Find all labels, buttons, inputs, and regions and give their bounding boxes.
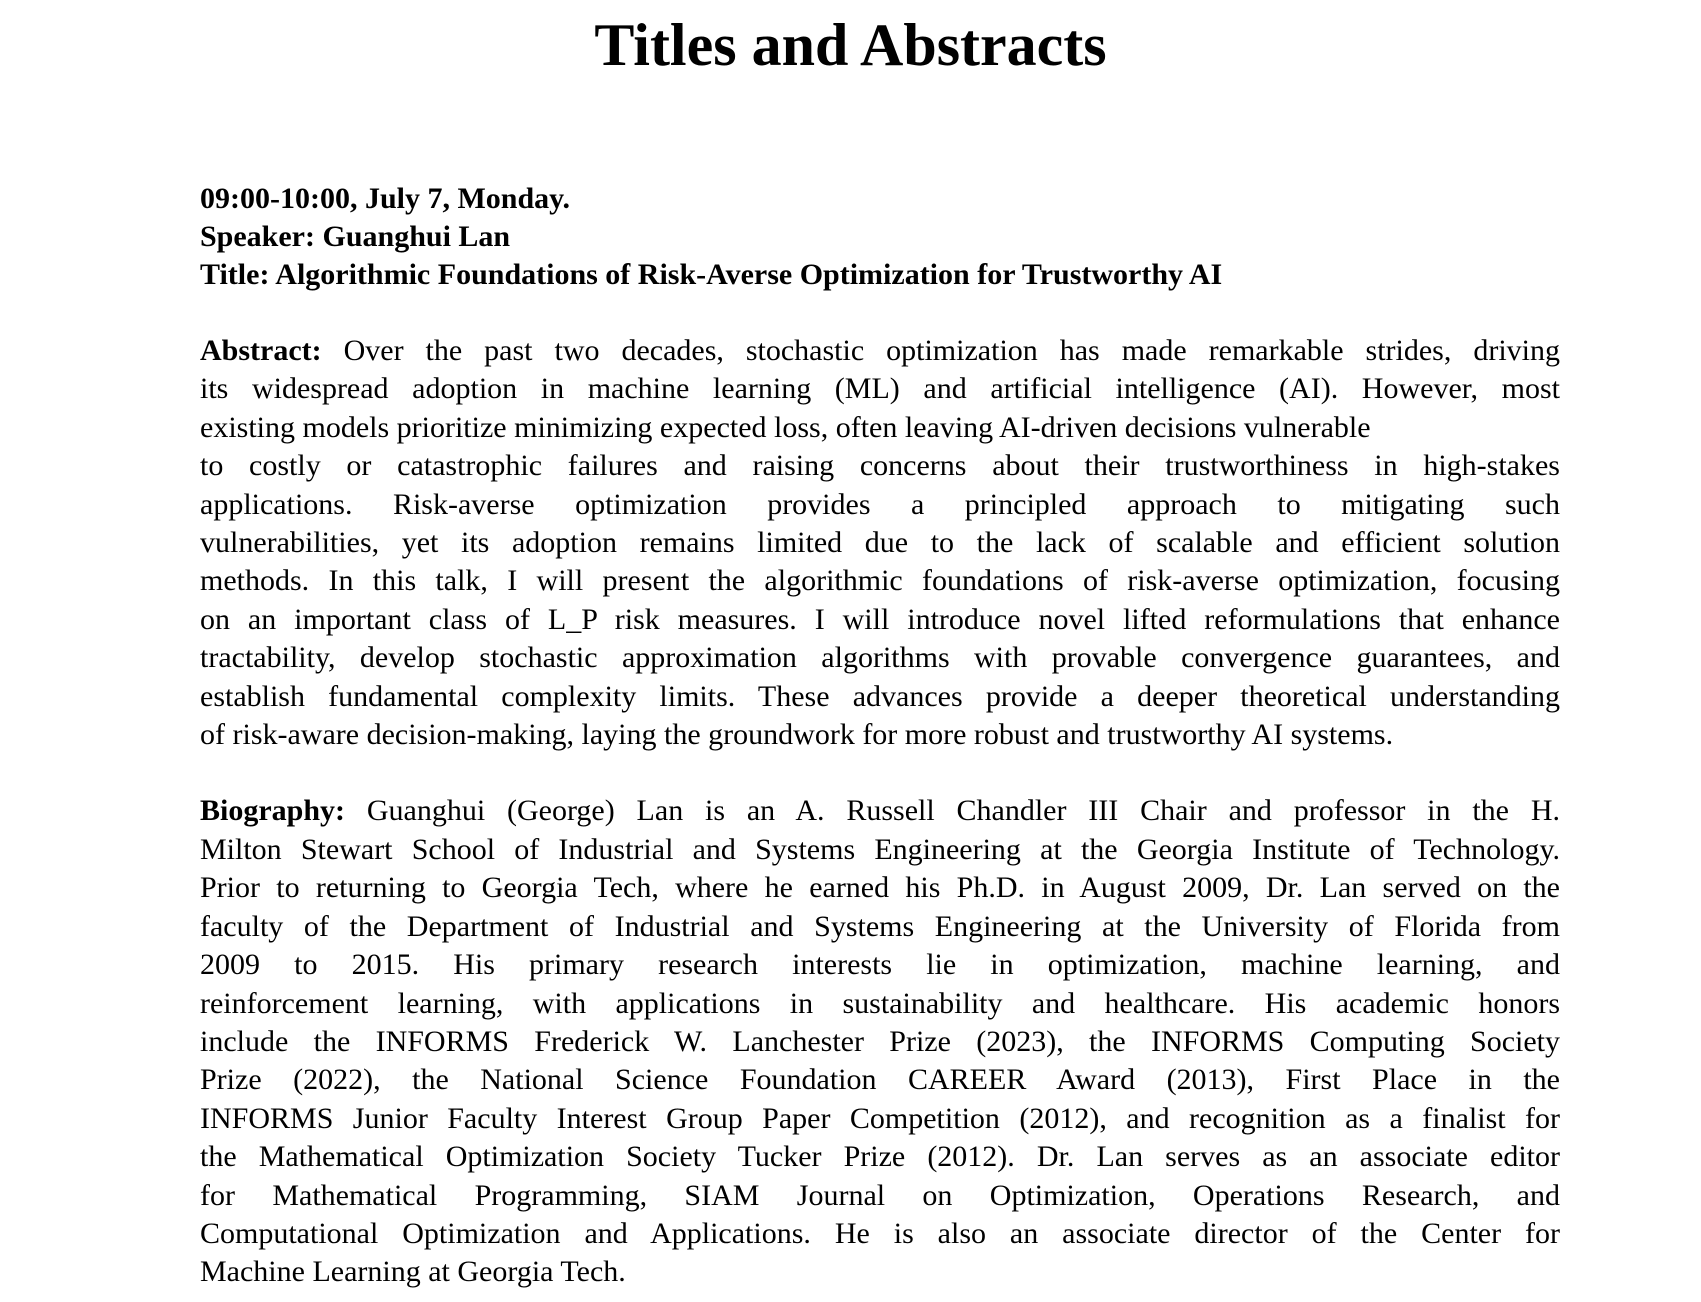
abstract-line: tractability, develop stochastic approximation algorithms with provable convergence guarantees, and: [200, 641, 1560, 675]
biography-line: reinforcement learning, with applications in sustainability and healthcare. His academic honors: [200, 986, 1560, 1020]
abstract-line: Abstract: Over the past two decades, stochastic optimization has made remarkable strides, driving: [200, 334, 1560, 367]
biography-line: Computational Optimization and Applications. He is also an associate director of the Center for: [200, 1216, 1560, 1250]
biography-section: [200, 792, 1560, 1291]
abstract-line: on an important class of L_P risk measures. I will introduce novel lifted reformulations that enhance: [200, 602, 1560, 636]
biography-label: Biography:: [200, 794, 346, 828]
abstract-section: [200, 332, 1560, 754]
abstract-line: applications. Risk-averse optimization provides a principled approach to mitigating such: [200, 487, 1560, 521]
biography-line: Biography: Guanghui (George) Lan is an A. Russell Chandler III Chair and professor in the H.: [200, 794, 1560, 828]
talk-time: 09:00-10:00, July 7, Monday.: [200, 182, 571, 215]
page-title: Titles and Abstracts: [594, 12, 1107, 78]
biography-line: faculty of the Department of Industrial and Systems Engineering at the University of Florida from: [200, 909, 1560, 943]
talk-title: Title: Algorithmic Foundations of Risk-Averse Optimization for Trustworthy AI: [200, 258, 1223, 291]
biography-line: Machine Learning at Georgia Tech.: [200, 1255, 626, 1289]
biography-line: Milton Stewart School of Industrial and Systems Engineering at the Georgia Institute of Technology.: [200, 832, 1560, 866]
abstract-line: establish fundamental complexity limits. These advances provide a deeper theoretical understanding: [200, 679, 1560, 713]
biography-line: Prior to returning to Georgia Tech, where he earned his Ph.D. in August 2009, Dr. Lan served on the: [200, 871, 1560, 905]
biography-line: 2009 to 2015. His primary research interests lie in optimization, machine learning, and: [200, 948, 1560, 982]
abstract-label: Abstract:: [200, 334, 322, 367]
biography-line: the Mathematical Optimization Society Tucker Prize (2012). Dr. Lan serves as an associate editor: [200, 1140, 1560, 1174]
abstract-line: methods. In this talk, I will present the algorithmic foundations of risk-averse optimization, focusing: [200, 564, 1560, 598]
talk-content: [200, 180, 1560, 1292]
talk-speaker: Speaker: Guanghui Lan: [200, 220, 511, 253]
biography-line: include the INFORMS Frederick W. Lanchester Prize (2023), the INFORMS Computing Society: [200, 1024, 1560, 1058]
abstract-line: of risk-aware decision-making, laying the groundwork for more robust and trustworthy AI systems.: [200, 718, 1394, 752]
abstract-line: its widespread adoption in machine learning (ML) and artificial intelligence (AI). However, most: [200, 372, 1560, 406]
abstract-line: to costly or catastrophic failures and raising concerns about their trustworthiness in high-stakes: [200, 449, 1560, 483]
abstract-line: existing models prioritize minimizing expected loss, often leaving AI-driven decisions vulnerable: [200, 410, 1371, 444]
biography-line: for Mathematical Programming, SIAM Journal on Optimization, Operations Research, and: [200, 1178, 1560, 1212]
biography-line: Prize (2022), the National Science Foundation CAREER Award (2013), First Place in the: [200, 1063, 1560, 1097]
biography-line: INFORMS Junior Faculty Interest Group Paper Competition (2012), and recognition as a finalist for: [200, 1101, 1560, 1135]
abstract-line: vulnerabilities, yet its adoption remains limited due to the lack of scalable and efficient solution: [200, 526, 1560, 560]
